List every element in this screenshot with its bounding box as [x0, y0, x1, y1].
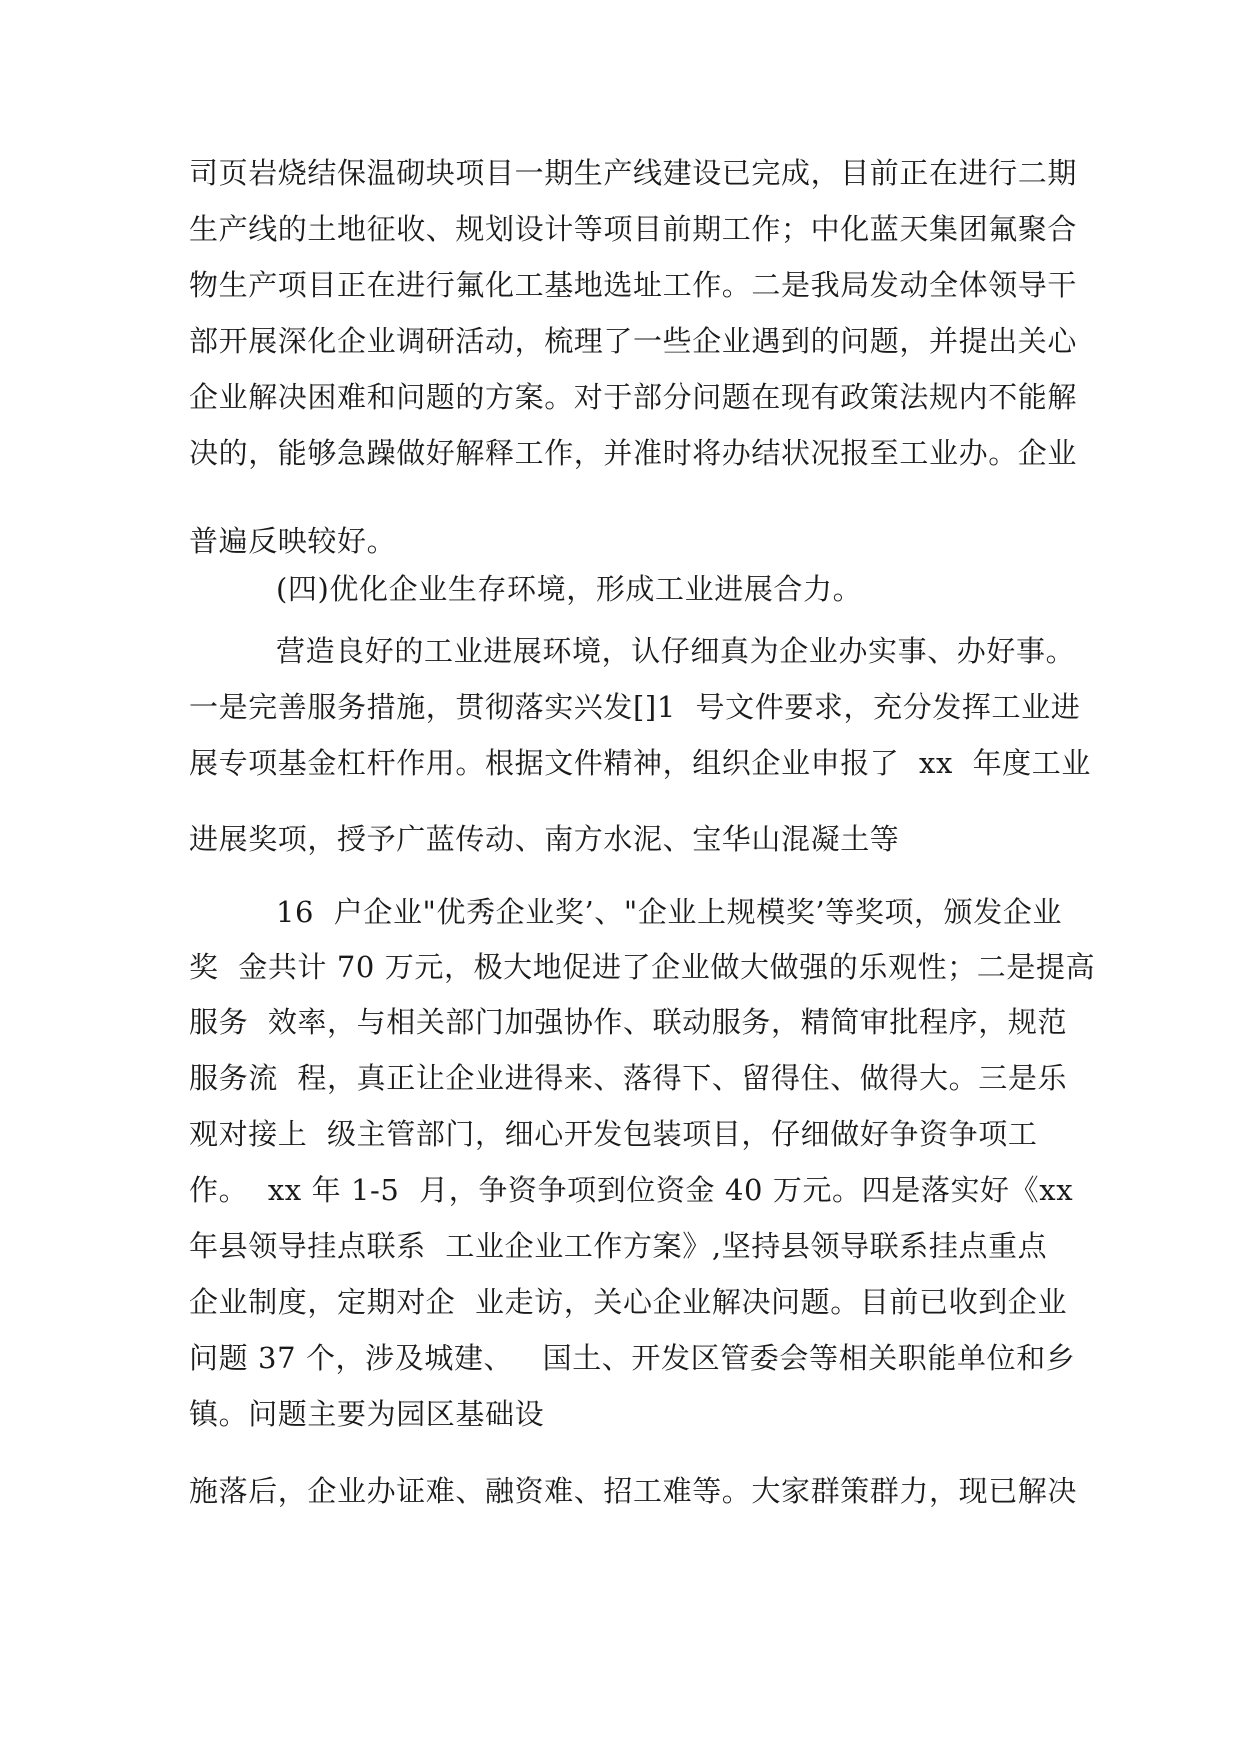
text-line: 物生产项目正在进行氟化工基地选址工作。二是我局发动全体领导干 — [189, 268, 1078, 302]
text-line: 普遍反映较好。 — [189, 524, 397, 558]
text-line: 司页岩烧结保温砌块项目一期生产线建设已完成，目前正在进行二期 — [189, 156, 1078, 190]
text-line: 服务 效率，与相关部门加强协作、联动服务，精简审批程序，规范 — [189, 1005, 1068, 1039]
text-line: 进展奖项，授予广蓝传动、南方水泥、宝华山混凝土等 — [189, 822, 900, 856]
text-line: 一是完善服务措施，贯彻落实兴发[]1 号文件要求，充分发挥工业进 — [189, 690, 1081, 724]
text-line: 观对接上 级主管部门，细心开发包装项目，仔细做好争资争项工 — [189, 1117, 1038, 1151]
text-line: 服务流 程，真正让企业进得来、落得下、留得住、做得大。三是乐 — [189, 1061, 1068, 1095]
text-line: 镇。问题主要为园区基础设 — [189, 1397, 545, 1431]
text-line: 作。 xx 年 1-5 月，争资争项到位资金 40 万元。四是落实好《xx — [189, 1173, 1074, 1207]
text-line: 生产线的土地征收、规划设计等项目前期工作；中化蓝天集团氟聚合 — [189, 212, 1078, 246]
section-heading: (四)优化企业生存环境，形成工业进展合力。 — [276, 572, 863, 606]
text-line: 问题 37 个，涉及城建、 国土、开发区管委会等相关职能单位和乡 — [189, 1341, 1076, 1375]
paragraph-first-line: 营造良好的工业进展环境，认仔细真为企业办实事、办好事。 — [276, 634, 1076, 668]
text-line: 年县领导挂点联系 工业企业工作方案》,坚持县领导联系挂点重点 — [189, 1229, 1048, 1263]
text-line: 展专项基金杠杆作用。根据文件精神，组织企业申报了 xx 年度工业 — [189, 746, 1091, 780]
text-line: 企业制度，定期对企 业走访，关心企业解决问题。目前已收到企业 — [189, 1285, 1068, 1319]
text-line: 施落后，企业办证难、融资难、招工难等。大家群策群力，现已解决 — [189, 1474, 1078, 1508]
text-line: 奖 金共计 70 万元，极大地促进了企业做大做强的乐观性；二是提高 — [189, 950, 1096, 984]
text-line: 企业解决困难和问题的方案。对于部分问题在现有政策法规内不能解 — [189, 380, 1078, 414]
paragraph-first-line: 16 户企业"优秀企业奖’、"企业上规模奖’等奖项，颁发企业 — [276, 895, 1063, 929]
text-line: 决的，能够急躁做好解释工作，并准时将办结状况报至工业办。企业 — [189, 436, 1078, 470]
text-line: 部开展深化企业调研活动，梳理了一些企业遇到的问题，并提出关心 — [189, 324, 1078, 358]
